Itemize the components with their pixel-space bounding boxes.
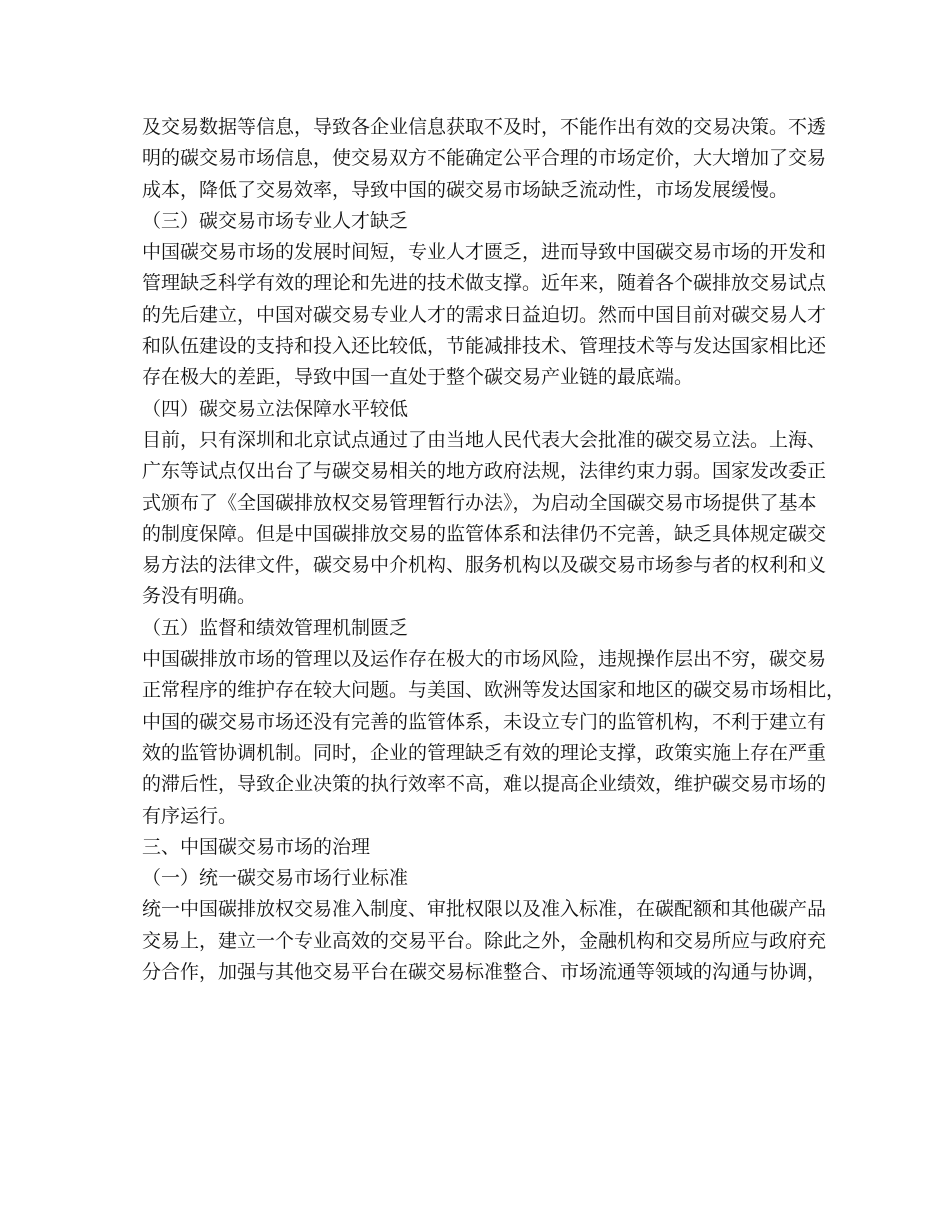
paragraph-line: 务没有明确。: [142, 585, 257, 608]
paragraph-line: 易方法的法律文件，碳交易中介机构、服务机构以及碳交易市场参与者的权利和义: [142, 554, 827, 577]
paragraph-line: 分合作，加强与其他交易平台在碳交易标准整合、市场流通等领域的沟通与协调，: [142, 961, 827, 984]
section-heading: （五）监督和绩效管理机制匮乏: [142, 616, 409, 639]
chapter-heading: 三、中国碳交易市场的治理: [142, 835, 371, 858]
paragraph-line: 效的监管协调机制。同时，企业的管理缺乏有效的理论支撑，政策实施上存在严重: [142, 741, 827, 764]
paragraph-line: 及交易数据等信息，导致各企业信息获取不及时，不能作出有效的交易决策。不透: [142, 116, 827, 138]
paragraph-line: 目前，只有深圳和北京试点通过了由当地人民代表大会批准的碳交易立法。上海、: [142, 428, 827, 451]
paragraph-line: 的制度保障。但是中国碳排放交易的监管体系和法律仍不完善，缺乏具体规定碳交: [142, 522, 827, 545]
paragraph-line: 的滞后性，导致企业决策的执行效率不高，难以提高企业绩效，维护碳交易市场的: [142, 773, 827, 796]
document-page: [142, 112, 846, 988]
paragraph-line: 和队伍建设的支持和投入还比较低，节能减排技术、管理技术等与发达国家相比还: [142, 335, 827, 358]
paragraph-line: 存在极大的差距，导致中国一直处于整个碳交易产业链的最底端。: [142, 366, 694, 389]
paragraph-line: 的先后建立，中国对碳交易专业人才的需求日益迫切。然而中国目前对碳交易人才: [142, 303, 827, 326]
paragraph-line: 中国碳排放市场的管理以及运作存在极大的市场风险，违规操作层出不穷，碳交易: [142, 648, 827, 671]
section-heading: （四）碳交易立法保障水平较低: [142, 397, 409, 420]
paragraph-line: 正常程序的维护存在较大问题。与美国、欧洲等发达国家和地区的碳交易市场相比，: [142, 679, 846, 702]
paragraph-line: 成本，降低了交易效率，导致中国的碳交易市场缺乏流动性，市场发展缓慢。: [142, 178, 789, 201]
paragraph-line: 中国的碳交易市场还没有完善的监管体系，未设立专门的监管机构，不利于建立有: [142, 710, 827, 733]
section-heading: （一）统一碳交易市场行业标准: [142, 867, 409, 890]
paragraph-line: 有序运行。: [142, 804, 238, 827]
paragraph-line: 统一中国碳排放权交易准入制度、审批权限以及准入标准，在碳配额和其他碳产品: [142, 898, 827, 921]
paragraph-line: 式颁布了《全国碳排放权交易管理暂行办法》，为启动全国碳交易市场提供了基本: [142, 491, 817, 514]
paragraph-line: 中国碳交易市场的发展时间短，专业人才匮乏，进而导致中国碳交易市场的开发和: [142, 241, 827, 264]
paragraph-line: 交易上，建立一个专业高效的交易平台。除此之外，金融机构和交易所应与政府充: [142, 929, 827, 952]
paragraph-line: 广东等试点仅出台了与碳交易相关的地方政府法规，法律约束力弱。国家发改委正: [142, 460, 827, 483]
section-heading: （三）碳交易市场专业人才缺乏: [142, 209, 409, 232]
paragraph-line: 明的碳交易市场信息，使交易双方不能确定公平合理的市场定价，大大增加了交易: [142, 147, 827, 170]
paragraph-line: 管理缺乏科学有效的理论和先进的技术做支撑。近年来，随着各个碳排放交易试点: [142, 272, 827, 295]
